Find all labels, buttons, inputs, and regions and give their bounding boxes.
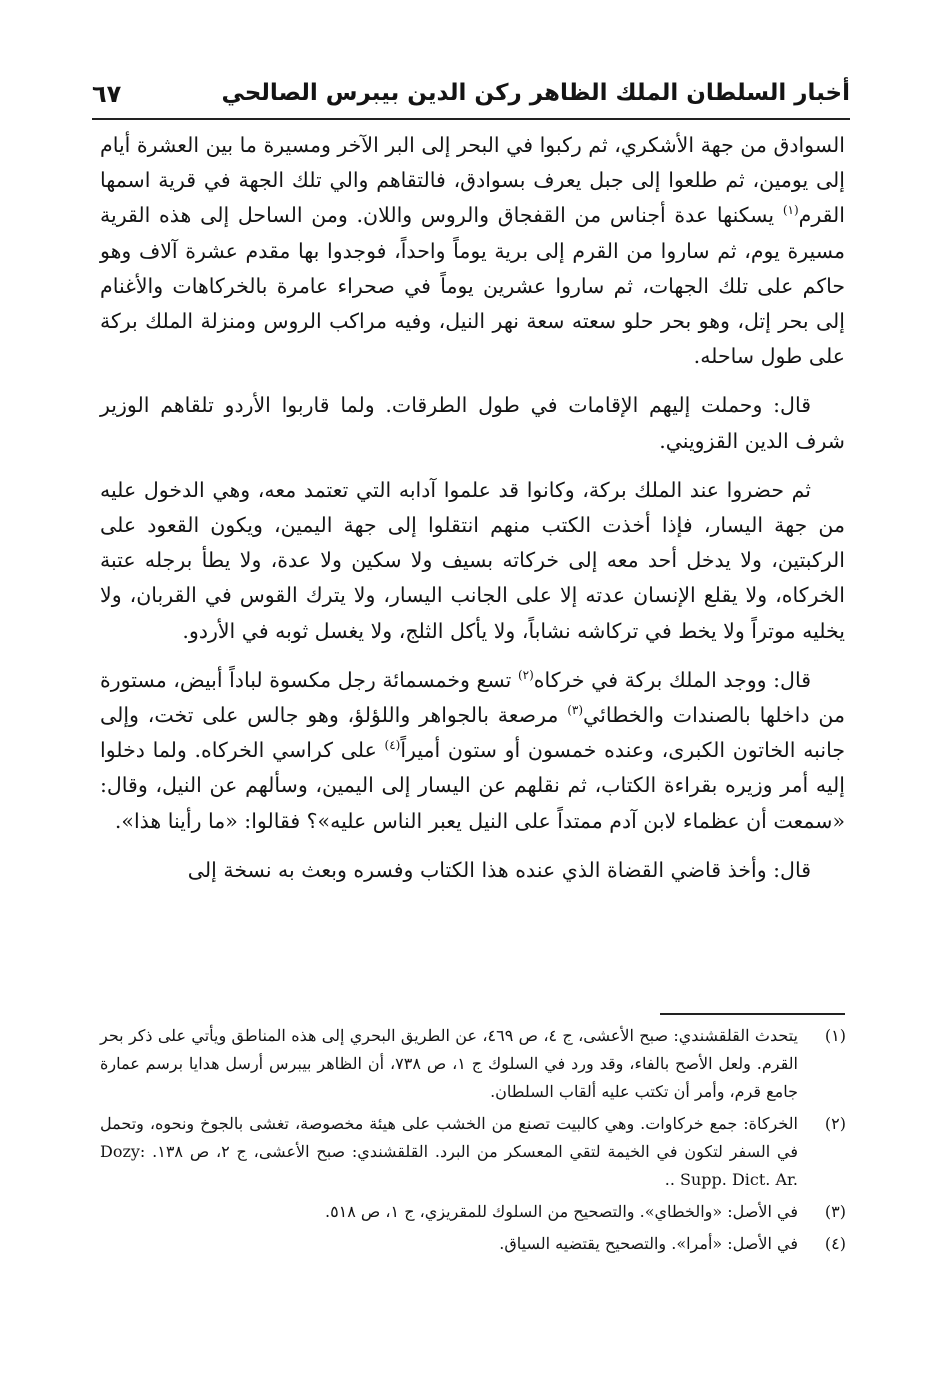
paragraph-1: السوادق من جهة الأشكري، ثم ركبوا في البحر إلى البر الآخر ومسيرة ما بين العشرة أيام إلى يومين، ثم طلعوا إلى جبل يعرف بسوادق، فالتقاهم والي تلك الجهة في قرية اسمها القرم$^{(١)}$ يسكنها عدة أجناس من القفجاق والروس واللان. ومن الساحل إلى هذه القرية مسيرة يوم، ثم ساروا من القرم إلى برية يوماً واحداً، فوجدوا بها مقدم عشرة آلاف وهو حاكم على تلك الجهات، ثم ساروا عشرين يوماً في صحراء عامرة بالخركاهات والأغنام إلى بحر إتل، وهو بحر حلو سعته سعة نهر النيل، وفيه مراكب الروس ومنزلة الملك بركة على طول ساحله. xyxy=(100,133,845,369)
footnote-text: في الأصل: «أمرا». والتصحيح يقتضيه السياق. xyxy=(499,1234,798,1253)
running-header xyxy=(92,78,850,120)
page-title: أخبار السلطان الملك الظاهر ركن الدين بيبرس الصالحي xyxy=(221,80,850,106)
footnote-tail: .. xyxy=(664,1170,681,1189)
footnote-number: (٢) xyxy=(824,1114,846,1133)
footnote-latin-reference: Dozy: Supp. Dict. Ar. xyxy=(100,1142,798,1189)
footnote-number: (٣) xyxy=(824,1202,846,1221)
footnotes xyxy=(100,1022,850,1262)
footnote-number: (٤) xyxy=(824,1234,846,1253)
footnote-marker-2[interactable]: (٢) xyxy=(517,668,534,683)
page-number: ٦٧ xyxy=(92,80,122,108)
main-text xyxy=(100,128,845,902)
footnote-number: (١) xyxy=(824,1026,846,1045)
footnote-4 xyxy=(100,1230,850,1258)
paragraph-5: قال: وأخذ قاضي القضاة الذي عنده هذا الكتاب وفسره وبعث به نسخة إلى xyxy=(187,857,811,882)
footnote-2 xyxy=(100,1110,850,1194)
footnote-marker-4[interactable]: (٤) xyxy=(384,738,401,753)
paragraph-3: ثم حضروا عند الملك بركة، وكانوا قد علموا آدابه التي تعتمد معه، وهي الدخول عليه من جهة اليسار، فإذا أخذت الكتب منهم انتقلوا إلى جهة اليمين، ويكون القعود على الركبتين، ولا يدخل أحد معه إلى خركاته بسيف ولا سكين ولا عدة، ولا يطأ برجله عتبة الخركاه، ولا يقلع الإنسان عدته إلا على الجانب اليسار، ولا يترك القوس في القربان، ولا يخليه موتراً ولا يخط في تركاشه نشاباً، ولا يأكل الثلج، ولا يغسل ثوبه في الأردو. xyxy=(100,477,845,643)
paragraph-4: قال: ووجد الملك بركة في خركاه$^{(٢)}$ تسع وخمسمائة رجل مكسوة لباداً أبيض، مستورة من داخلها بالصندات والخطائي$^{(٣)}$ مرصعة بالجواهر واللؤلؤ، وهو جالس على تخت، وإلى جانبه الخاتون الكبرى، وعنده خمسون أو ستون أميراً$^{(٤)}$ على كراسي الخركاه. ولما دخلوا إليه أمر وزيره بقراءة الكتاب، ثم نقلهم عن اليسار إلى اليمين، وسألهم عن النيل، وقال: «سمعت أن عظماء لابن آدم ممتداً على النيل يعبر الناس عليه»؟ فقالوا: «ما رأينا هذا». xyxy=(100,667,845,833)
footnote-text: الخركاة: جمع خركاوات. وهي كالبيت تصنع من الخشب على هيئة مخصوصة، تغشى بالجوخ ونحوه، وتحمل في السفر لتكون في الخيمة لتقي المعسكر من البرد. القلقشندي: صبح الأعشى، ج ٢، ص ١٣٨. xyxy=(100,1114,799,1161)
footnote-3 xyxy=(100,1198,850,1226)
footnote-text: يتحدث القلقشندي: صبح الأعشى، ج ٤، ص ٤٦٩، عن الطريق البحري إلى هذه المناطق ويأتي على ذكر بحر القرم. ولعل الأصح بالفاء، وقد ورد في السلوك ج ١، ص ٧٣٨، أن الظاهر بيبرس أرسل هدايا برسم عمارة جامع قرم، وأمر أن تكتب عليه ألقاب السلطان. xyxy=(100,1026,799,1101)
footnote-marker-1[interactable]: (١) xyxy=(782,203,799,218)
paragraph-2: قال: وحملت إليهم الإقامات في طول الطرقات. ولما قاربوا الأردو تلقاهم الوزير شرف الدين القزويني. xyxy=(100,393,845,453)
footnote-divider xyxy=(660,1013,845,1015)
footnote-marker-3[interactable]: (٣) xyxy=(567,703,584,718)
footnote-1 xyxy=(100,1022,850,1106)
footnote-text: في الأصل: «والخطاي». والتصحيح من السلوك للمقريزي، ج ١، ص ٥١٨. xyxy=(324,1202,798,1221)
